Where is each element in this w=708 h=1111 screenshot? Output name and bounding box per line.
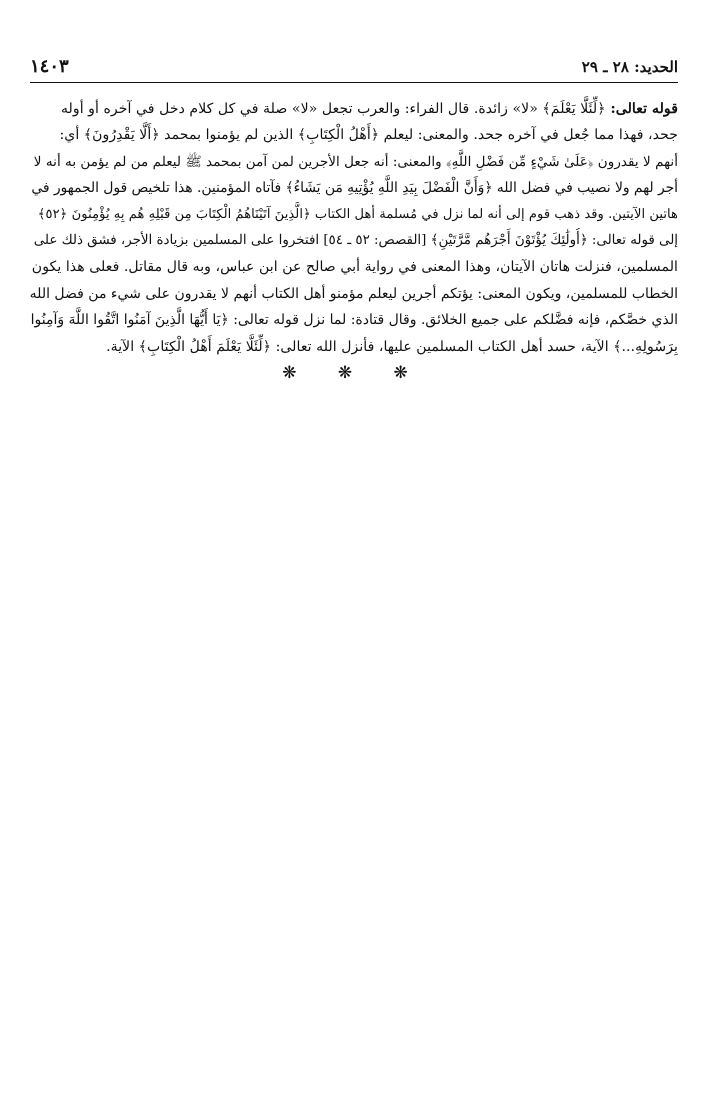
line-text: أنهم لا يقدرون ﴿عَلَىٰ شَيْءٍ مِّن فَضْلِ اللَّهِ﴾ والمعنى: أنه جعل الأجرين لمن آمن بمحمد ﷺ ليعلم من لم يؤمن به أنه لا	[33, 153, 678, 170]
text-line-2	[30, 122, 678, 148]
page-number: ١٤٠٣	[30, 56, 69, 77]
line-text: ﴿لِّئَلَّا يَعْلَمَ﴾ «لا» زائدة. قال الفراء: والعرب تجعل «لا» صلة في كل كلام دخل في آخره أو أوله	[60, 101, 606, 117]
line-text: هاتين الآيتين. وقد ذهب قوم إلى أنه لما نزل في مُسلمة أهل الكتاب ﴿الَّذِينَ آتَيْنَاهُمُ الْكِتَابَ مِن قَبْلِهِ هُم بِهِ يُؤْمِنُونَ ﴿٥٢﴾	[37, 206, 678, 222]
text-line-3	[30, 149, 678, 175]
line-text: أجر لهم ولا نصيب في فضل الله ﴿وَأَنَّ الْفَضْلَ بِيَدِ اللَّهِ يُؤْتِيهِ مَن يَشَاءُ﴾ فآتاه المؤمنين. هذا تلخيص قول الجمهور في	[31, 180, 678, 197]
text-line-10	[30, 334, 678, 360]
page-header	[30, 56, 678, 83]
text-line-6	[30, 228, 678, 254]
line-text: الخطاب للمسلمين، ويكون المعنى: يؤتكم أجرين ليعلم مؤمنو أهل الكتاب أنهم لا يقدرون على شيء من فضل الله	[30, 285, 678, 302]
line-text: جحد، فهذا مما جُعل في آخره جحد. والمعنى: ليعلم ﴿أَهْلُ الْكِتَابِ﴾ الذين لم يؤمنوا بمحمد ﴿أَلَّا يَقْدِرُونَ﴾ أي:	[59, 127, 678, 144]
text-line-5	[30, 202, 678, 228]
line-text: إلى قوله تعالى: ﴿أُولَٰئِكَ يُؤْتَوْنَ أَجْرَهُم مَّرَّتَيْنِ﴾ [القصص: ٥٢ ـ ٥٤] افتخروا على المسلمين بزيادة الأجر، فشق ذلك على	[33, 232, 678, 248]
text-line-1	[30, 96, 678, 122]
text-line-4	[30, 175, 678, 201]
text-line-9	[30, 307, 678, 333]
line-text: بِرَسُولِهِ...﴾ الآية، حسد أهل الكتاب المسلمين عليها، فأنزل الله تعالى: ﴿لِّئَلَّا يَعْلَمَ أَهْلُ الْكِتَابِ﴾ الآية.	[106, 338, 678, 355]
section-end-ornament: ❋ ❋ ❋	[282, 363, 426, 383]
commentary-text	[30, 96, 678, 360]
line-text: الذي خصَّكم، فإنه فضَّلكم على جميع الخلائق. وقال قتادة: لما نزل قوله تعالى: ﴿يَا أَيُّهَا الَّذِينَ آمَنُوا اتَّقُوا اللَّهَ وَآمِنُوا	[30, 312, 678, 329]
text-line-8	[30, 281, 678, 307]
line-text: المسلمين، فنزلت هاتان الآيتان، وهذا المعنى في رواية أبي صالح عن ابن عباس، وبه قال مقاتل. فعلى هذا يكون	[31, 259, 678, 276]
text-line-7	[30, 254, 678, 280]
running-title: الحديد: ٢٨ ـ ٢٩	[581, 58, 678, 76]
lead-phrase: قوله تعالى:	[605, 101, 678, 117]
